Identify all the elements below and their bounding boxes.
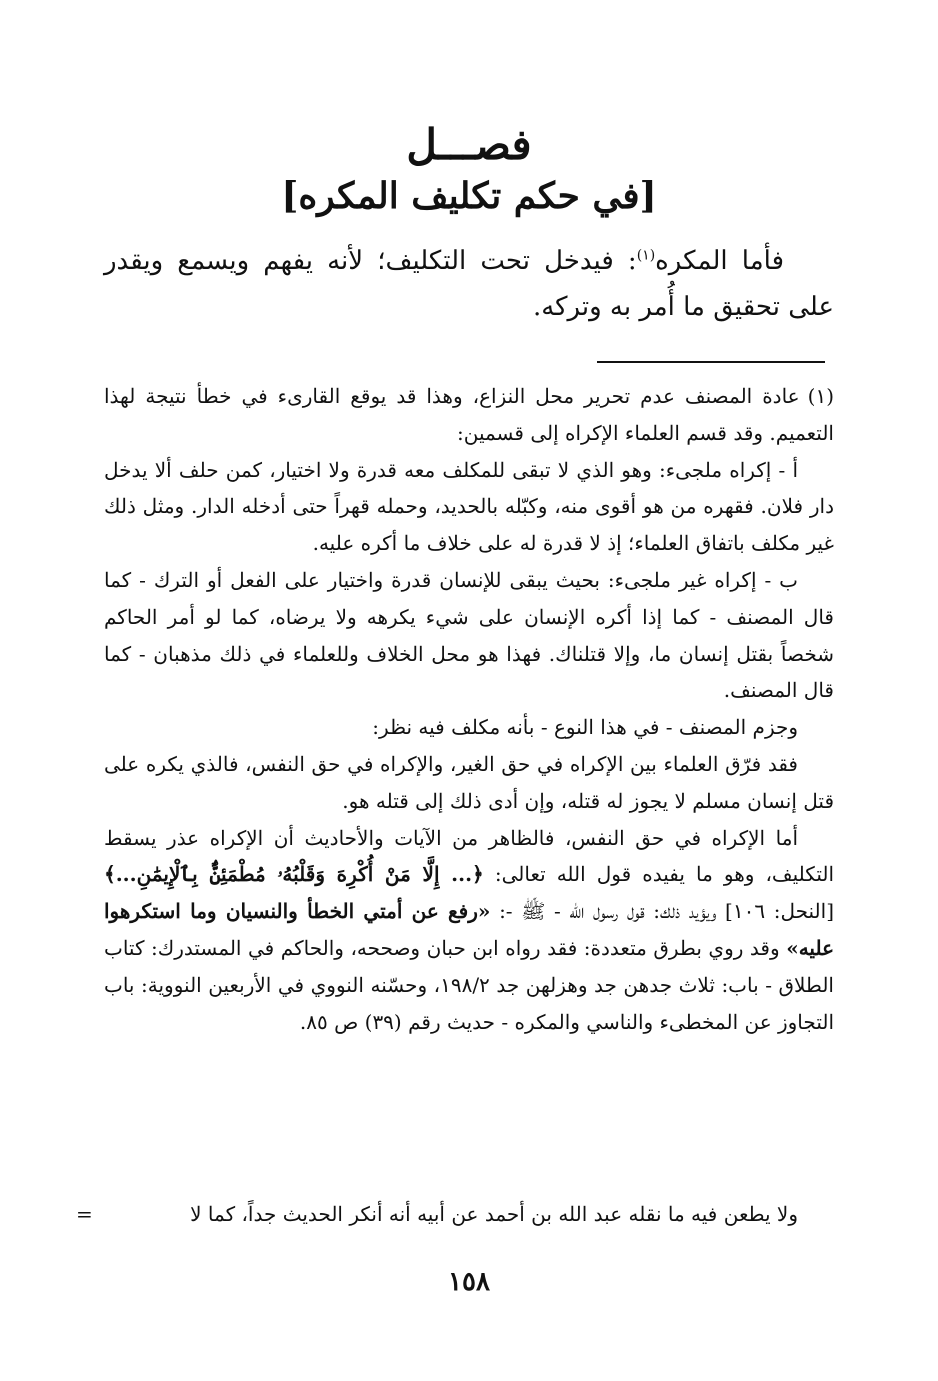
- footnote-part-a: أ - إكراه ملجىء: وهو الذي لا تبقى للمكلف معه قدرة ولا اختيار، كمن حلف ألا يدخل دار فلان. فقهره من هو أقوى منه، وكبّله بالحديد، وحمله قهراً حتى أدخله الدار. ومثل ذلك غير مكلف باتفاق العلماء؛ إذ لا قدرة له على خلاف ما أكره عليه.: [104, 457, 834, 556]
- continuation-mark: =: [76, 1202, 93, 1226]
- footnote-self-coercion: أما الإكراه في حق النفس، فالظاهر من الآيات والأحاديث أن الإكراه عذر يسقط التكليف، وهو ما يفيده قول الله تعالى: ﴿... إِلَّا مَنْ أُكْرِهَ وَقَلْبُهُۥ مُطْمَئِنٌّۢ بِٱلْإِيمَٰنِ...﴾ [النحل: ١٠٦] ويؤيد ذلك: قول رسول الله - ﷺ -: «رفع عن أمتي الخطأ والنسيان وما استكرهوا عليه» وقد روي بطرق متعددة: فقد رواه ابن حبان وصححه، والحاكم في المستدرك: كتاب الطلاق - باب: ثلاث جدهن جد وهزلهن جد ١٩٨/٢، وحسّنه النووي في الأربعين النووية: باب التجاوز عن المخطىء والناسي والمكره - حديث رقم (٣٩) ص ٨٥.: [104, 825, 835, 1034]
- main-text-start: فأما المكره: [655, 246, 785, 276]
- footnote-intro: (١)عادة المصنف عدم تحرير محل النزاع، وهذا قد يوقع القارىء في خطأ نتيجة لهذا التعميم. وقد قسم العلماء الإكراه إلى قسمين:: [104, 378, 834, 452]
- hadith-text: «رفع عن أمتي الخطأ والنسيان وما استكرهوا عليه»: [104, 899, 835, 960]
- footnote-judgment: وجزم المصنف - في هذا النوع - بأنه مكلف فيه نظر:: [372, 715, 798, 740]
- footnote-part-b: ب - إكراه غير ملجىء: بحيث يبقى للإنسان قدرة واختيار على الفعل أو الترك - كما قال المصنف - كما إذا أكره الإنسان على شيء يكرهه ولا يرضاه، كما لو أمر الحاكم شخصاً بقتل إنسان ما، وإلا قتلناك. فهذا هو محل الخلاف وللعلماء في ذلك مذهبان - كما قال المصنف.: [104, 567, 834, 703]
- chapter-title: فصـــل: [406, 120, 532, 169]
- main-text-rest: : فيدخل تحت التكليف؛ لأنه يفهم ويسمع ويقدر على تحقيق ما أُمر به وتركه.: [104, 246, 834, 322]
- quran-reference: [النحل: ١٠٦] ويؤيد ذلك: قول رسول الله - ﷺ -:: [499, 899, 835, 924]
- footnote-distinction: فقد فرّق العلماء بين الإكراه في حق الغير، والإكراه في حق النفس، فالذي يكره على قتل إنسان مسلم لا يجوز له قتله، وإن أدى ذلك إلى قتله هو.: [104, 751, 834, 813]
- page-number: ١٥٨: [448, 1267, 490, 1297]
- chapter-subtitle: [في حكم تكليف المكره]: [281, 175, 657, 217]
- main-paragraph: [104, 238, 834, 330]
- quran-verse: ﴿... إِلَّا مَنْ أُكْرِهَ وَقَلْبُهُۥ مُطْمَئِنٌّۢ بِٱلْإِيمَٰنِ...﴾: [104, 862, 484, 887]
- footnote-continuation: ولا يطعن فيه ما نقله عبد الله بن أحمد عن أبيه أنه أنكر الحديث جداً، كما لا: [190, 1202, 798, 1226]
- footnote-separator: [597, 361, 825, 363]
- footnote-reference[interactable]: (١): [636, 247, 656, 264]
- footnote-section: [104, 378, 834, 1040]
- hadith-sources: وقد روي بطرق متعددة: فقد رواه ابن حبان وصححه، والحاكم في المستدرك: كتاب الطلاق - باب: ثلاث جدهن جد وهزلهن جد ١٩٨/٢، وحسّنه النووي في الأربعين النووية: باب التجاوز عن المخطىء والناسي والمكره - حديث رقم (٣٩) ص ٨٥.: [104, 935, 834, 1034]
- footnote-number: (١): [807, 384, 834, 408]
